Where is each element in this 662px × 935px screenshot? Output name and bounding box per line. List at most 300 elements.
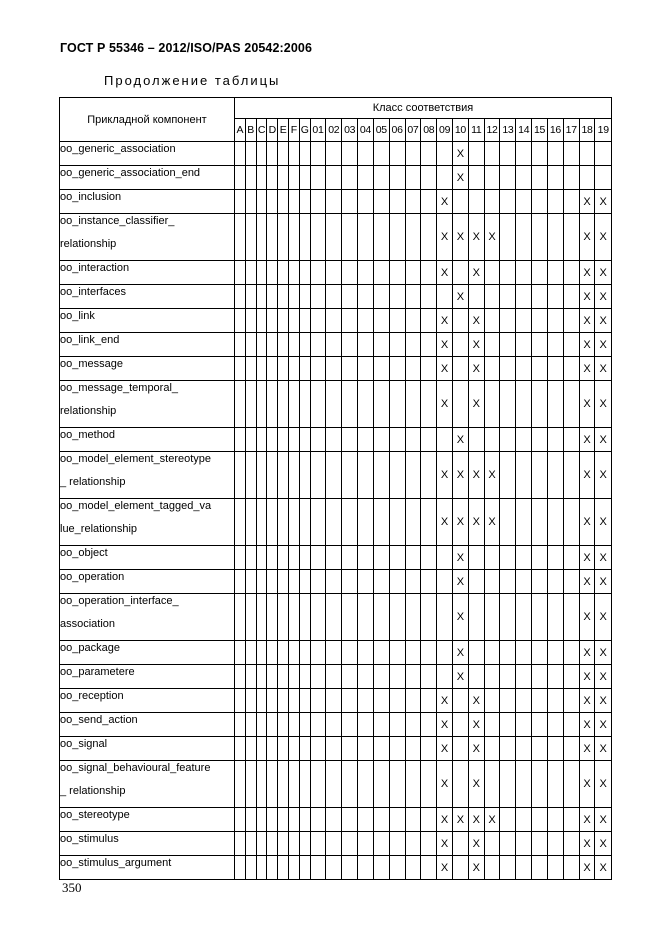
empty-cell	[547, 381, 563, 428]
empty-cell	[532, 808, 548, 832]
empty-cell	[288, 428, 299, 452]
conformance-mark: X	[579, 570, 595, 594]
empty-cell	[358, 665, 374, 689]
empty-cell	[358, 166, 374, 190]
empty-cell	[326, 381, 342, 428]
empty-cell	[299, 832, 310, 856]
class-header-09: 09	[437, 119, 453, 142]
empty-cell	[405, 261, 421, 285]
empty-cell	[267, 689, 278, 713]
empty-cell	[405, 452, 421, 499]
empty-cell	[563, 357, 579, 381]
class-header-E: E	[278, 119, 289, 142]
empty-cell	[234, 546, 245, 570]
empty-cell	[278, 452, 289, 499]
empty-cell	[342, 190, 358, 214]
empty-cell	[516, 808, 532, 832]
class-header-B: B	[245, 119, 256, 142]
empty-cell	[234, 261, 245, 285]
component-name-line: oo_model_element_tagged_va	[60, 500, 212, 512]
empty-cell	[563, 713, 579, 737]
empty-cell	[267, 214, 278, 261]
empty-cell	[288, 641, 299, 665]
empty-cell	[532, 190, 548, 214]
empty-cell	[421, 142, 437, 166]
empty-cell	[484, 832, 500, 856]
empty-cell	[389, 856, 405, 880]
empty-cell	[405, 856, 421, 880]
empty-cell	[256, 665, 267, 689]
empty-cell	[484, 570, 500, 594]
empty-cell	[267, 309, 278, 333]
empty-cell	[516, 214, 532, 261]
conformance-mark: X	[579, 333, 595, 357]
empty-cell	[267, 761, 278, 808]
empty-cell	[405, 309, 421, 333]
empty-cell	[267, 285, 278, 309]
empty-cell	[278, 142, 289, 166]
empty-cell	[267, 452, 278, 499]
empty-cell	[299, 166, 310, 190]
empty-cell	[267, 333, 278, 357]
component-name-line: oo_object	[60, 547, 108, 559]
empty-cell	[563, 166, 579, 190]
empty-cell	[563, 832, 579, 856]
conformance-mark: X	[453, 594, 469, 641]
conformance-mark: X	[595, 737, 612, 761]
empty-cell	[288, 333, 299, 357]
empty-cell	[453, 309, 469, 333]
component-name-line: oo_instance_classifier_	[60, 215, 175, 227]
component-name-cell	[60, 261, 235, 285]
empty-cell	[468, 428, 484, 452]
empty-cell	[256, 641, 267, 665]
empty-cell	[358, 452, 374, 499]
empty-cell	[437, 142, 453, 166]
empty-cell	[532, 713, 548, 737]
document-header: ГОСТ Р 55346 – 2012/ISO/PAS 20542:2006	[60, 41, 312, 55]
empty-cell	[342, 428, 358, 452]
conformance-mark: X	[595, 665, 612, 689]
empty-cell	[278, 381, 289, 428]
conformance-mark: X	[453, 166, 469, 190]
empty-cell	[310, 641, 326, 665]
empty-cell	[437, 665, 453, 689]
empty-cell	[278, 761, 289, 808]
empty-cell	[288, 190, 299, 214]
empty-cell	[389, 309, 405, 333]
empty-cell	[326, 190, 342, 214]
table-row	[60, 713, 612, 737]
empty-cell	[288, 689, 299, 713]
empty-cell	[299, 641, 310, 665]
conformance-mark: X	[468, 357, 484, 381]
empty-cell	[405, 142, 421, 166]
conformance-mark: X	[468, 832, 484, 856]
empty-cell	[500, 166, 516, 190]
empty-cell	[532, 452, 548, 499]
empty-cell	[256, 357, 267, 381]
empty-cell	[245, 333, 256, 357]
empty-cell	[468, 570, 484, 594]
conformance-mark: X	[453, 214, 469, 261]
empty-cell	[405, 570, 421, 594]
empty-cell	[267, 190, 278, 214]
empty-cell	[299, 214, 310, 261]
empty-cell	[484, 428, 500, 452]
class-header-16: 16	[547, 119, 563, 142]
empty-cell	[326, 594, 342, 641]
empty-cell	[595, 142, 612, 166]
empty-cell	[256, 428, 267, 452]
empty-cell	[421, 594, 437, 641]
empty-cell	[563, 285, 579, 309]
empty-cell	[342, 761, 358, 808]
empty-cell	[267, 594, 278, 641]
empty-cell	[256, 594, 267, 641]
empty-cell	[256, 285, 267, 309]
empty-cell	[547, 689, 563, 713]
empty-cell	[310, 546, 326, 570]
empty-cell	[245, 142, 256, 166]
conformance-mark: X	[468, 856, 484, 880]
empty-cell	[267, 499, 278, 546]
empty-cell	[563, 214, 579, 261]
empty-cell	[342, 570, 358, 594]
component-name-line: oo_method	[60, 429, 116, 441]
empty-cell	[500, 214, 516, 261]
empty-cell	[288, 832, 299, 856]
empty-cell	[310, 214, 326, 261]
empty-cell	[310, 737, 326, 761]
empty-cell	[234, 641, 245, 665]
empty-cell	[389, 261, 405, 285]
conformance-mark: X	[595, 428, 612, 452]
empty-cell	[267, 832, 278, 856]
component-name-cell	[60, 546, 235, 570]
empty-cell	[453, 737, 469, 761]
conformance-mark: X	[595, 309, 612, 333]
table-row	[60, 546, 612, 570]
empty-cell	[256, 142, 267, 166]
empty-cell	[421, 214, 437, 261]
component-name-line: oo_generic_association_end	[60, 167, 201, 179]
empty-cell	[310, 261, 326, 285]
conformance-mark: X	[437, 713, 453, 737]
empty-cell	[516, 428, 532, 452]
component-name-cell	[60, 190, 235, 214]
empty-cell	[373, 166, 389, 190]
class-header-06: 06	[389, 119, 405, 142]
empty-cell	[234, 285, 245, 309]
empty-cell	[500, 309, 516, 333]
conformance-mark: X	[468, 499, 484, 546]
empty-cell	[547, 665, 563, 689]
conformance-mark: X	[579, 499, 595, 546]
conformance-mark: X	[595, 832, 612, 856]
class-header-15: 15	[532, 119, 548, 142]
empty-cell	[310, 570, 326, 594]
empty-cell	[373, 261, 389, 285]
component-name-line: oo_link_end	[60, 334, 120, 346]
empty-cell	[310, 357, 326, 381]
conformance-mark: X	[579, 594, 595, 641]
empty-cell	[468, 166, 484, 190]
empty-cell	[256, 309, 267, 333]
empty-cell	[245, 261, 256, 285]
empty-cell	[358, 333, 374, 357]
conformance-mark: X	[579, 357, 595, 381]
empty-cell	[500, 142, 516, 166]
empty-cell	[288, 357, 299, 381]
empty-cell	[500, 761, 516, 808]
empty-cell	[342, 641, 358, 665]
empty-cell	[516, 333, 532, 357]
empty-cell	[500, 428, 516, 452]
empty-cell	[256, 808, 267, 832]
empty-cell	[299, 381, 310, 428]
empty-cell	[547, 452, 563, 499]
table-row	[60, 665, 612, 689]
component-name-cell	[60, 499, 235, 546]
empty-cell	[484, 689, 500, 713]
empty-cell	[563, 309, 579, 333]
component-name-line: oo_send_action	[60, 714, 138, 726]
empty-cell	[389, 452, 405, 499]
empty-cell	[267, 570, 278, 594]
component-name-line: oo_message	[60, 358, 123, 370]
empty-cell	[500, 261, 516, 285]
component-name-line: oo_operation_interface_	[60, 595, 179, 607]
empty-cell	[547, 333, 563, 357]
empty-cell	[468, 594, 484, 641]
empty-cell	[256, 713, 267, 737]
empty-cell	[405, 214, 421, 261]
empty-cell	[358, 499, 374, 546]
empty-cell	[358, 261, 374, 285]
component-name-cell	[60, 689, 235, 713]
empty-cell	[547, 737, 563, 761]
empty-cell	[453, 832, 469, 856]
component-name-line: oo_generic_association	[60, 143, 176, 155]
empty-cell	[358, 357, 374, 381]
empty-cell	[563, 261, 579, 285]
empty-cell	[373, 808, 389, 832]
empty-cell	[267, 546, 278, 570]
component-name-line: oo_signal_behavioural_feature	[60, 762, 211, 774]
empty-cell	[267, 713, 278, 737]
class-header-A: A	[234, 119, 245, 142]
empty-cell	[405, 166, 421, 190]
component-name-line: oo_signal	[60, 738, 108, 750]
empty-cell	[373, 381, 389, 428]
class-header-18: 18	[579, 119, 595, 142]
empty-cell	[532, 261, 548, 285]
empty-cell	[500, 381, 516, 428]
empty-cell	[563, 452, 579, 499]
empty-cell	[234, 737, 245, 761]
empty-cell	[310, 142, 326, 166]
empty-cell	[326, 142, 342, 166]
table-row	[60, 357, 612, 381]
conformance-mark: X	[468, 309, 484, 333]
empty-cell	[288, 142, 299, 166]
conformance-mark: X	[579, 546, 595, 570]
empty-cell	[342, 713, 358, 737]
conformance-mark: X	[468, 214, 484, 261]
empty-cell	[326, 713, 342, 737]
empty-cell	[278, 357, 289, 381]
empty-cell	[245, 357, 256, 381]
empty-cell	[500, 713, 516, 737]
empty-cell	[278, 713, 289, 737]
empty-cell	[405, 665, 421, 689]
empty-cell	[389, 499, 405, 546]
empty-cell	[453, 261, 469, 285]
empty-cell	[288, 285, 299, 309]
conformance-mark: X	[437, 452, 453, 499]
empty-cell	[547, 856, 563, 880]
table-row	[60, 594, 612, 641]
component-name-cell	[60, 381, 235, 428]
table-row	[60, 499, 612, 546]
empty-cell	[421, 261, 437, 285]
empty-cell	[278, 832, 289, 856]
empty-cell	[421, 452, 437, 499]
empty-cell	[516, 761, 532, 808]
conformance-mark: X	[595, 357, 612, 381]
empty-cell	[532, 381, 548, 428]
empty-cell	[358, 737, 374, 761]
empty-cell	[389, 190, 405, 214]
empty-cell	[234, 713, 245, 737]
class-header-13: 13	[500, 119, 516, 142]
empty-cell	[421, 832, 437, 856]
conformance-mark: X	[468, 261, 484, 285]
empty-cell	[468, 190, 484, 214]
conformance-mark: X	[484, 214, 500, 261]
empty-cell	[234, 357, 245, 381]
empty-cell	[299, 428, 310, 452]
empty-cell	[234, 381, 245, 428]
empty-cell	[245, 856, 256, 880]
empty-cell	[234, 689, 245, 713]
empty-cell	[421, 808, 437, 832]
conformance-mark: X	[595, 570, 612, 594]
empty-cell	[310, 689, 326, 713]
empty-cell	[245, 713, 256, 737]
empty-cell	[234, 570, 245, 594]
component-name-line: oo_package	[60, 642, 120, 654]
empty-cell	[310, 499, 326, 546]
empty-cell	[532, 333, 548, 357]
component-name-line: oo_parametere	[60, 666, 135, 678]
empty-cell	[299, 499, 310, 546]
empty-cell	[516, 452, 532, 499]
component-name-line: oo_interfaces	[60, 286, 127, 298]
empty-cell	[245, 594, 256, 641]
component-name-line: oo_inclusion	[60, 191, 122, 203]
empty-cell	[358, 641, 374, 665]
table-row	[60, 689, 612, 713]
empty-cell	[547, 285, 563, 309]
empty-cell	[299, 570, 310, 594]
empty-cell	[421, 381, 437, 428]
empty-cell	[256, 499, 267, 546]
empty-cell	[484, 166, 500, 190]
empty-cell	[547, 142, 563, 166]
component-name-cell	[60, 142, 235, 166]
empty-cell	[299, 357, 310, 381]
empty-cell	[563, 761, 579, 808]
empty-cell	[278, 499, 289, 546]
empty-cell	[405, 333, 421, 357]
empty-cell	[299, 261, 310, 285]
empty-cell	[421, 333, 437, 357]
conformance-mark: X	[595, 713, 612, 737]
component-name-cell	[60, 641, 235, 665]
empty-cell	[532, 166, 548, 190]
empty-cell	[373, 214, 389, 261]
empty-cell	[326, 309, 342, 333]
empty-cell	[342, 285, 358, 309]
empty-cell	[245, 546, 256, 570]
empty-cell	[373, 357, 389, 381]
empty-cell	[532, 357, 548, 381]
empty-cell	[532, 546, 548, 570]
conformance-mark: X	[453, 142, 469, 166]
empty-cell	[373, 142, 389, 166]
empty-cell	[245, 190, 256, 214]
table-row	[60, 570, 612, 594]
conformance-mark: X	[437, 808, 453, 832]
empty-cell	[256, 832, 267, 856]
conformance-mark: X	[437, 499, 453, 546]
conformance-mark: X	[595, 261, 612, 285]
empty-cell	[326, 333, 342, 357]
empty-cell	[405, 190, 421, 214]
empty-cell	[516, 856, 532, 880]
empty-cell	[326, 499, 342, 546]
conformance-mark: X	[484, 808, 500, 832]
empty-cell	[468, 285, 484, 309]
empty-cell	[453, 357, 469, 381]
empty-cell	[358, 689, 374, 713]
empty-cell	[516, 499, 532, 546]
empty-cell	[484, 737, 500, 761]
empty-cell	[547, 832, 563, 856]
empty-cell	[310, 832, 326, 856]
empty-cell	[516, 546, 532, 570]
empty-cell	[389, 333, 405, 357]
empty-cell	[234, 166, 245, 190]
empty-cell	[342, 594, 358, 641]
empty-cell	[299, 452, 310, 499]
empty-cell	[421, 737, 437, 761]
empty-cell	[500, 285, 516, 309]
empty-cell	[326, 357, 342, 381]
empty-cell	[256, 261, 267, 285]
empty-cell	[267, 357, 278, 381]
page-number: 350	[62, 880, 82, 895]
empty-cell	[389, 381, 405, 428]
conformance-mark: X	[484, 499, 500, 546]
empty-cell	[516, 665, 532, 689]
empty-cell	[234, 856, 245, 880]
empty-cell	[547, 641, 563, 665]
empty-cell	[256, 381, 267, 428]
empty-cell	[500, 190, 516, 214]
